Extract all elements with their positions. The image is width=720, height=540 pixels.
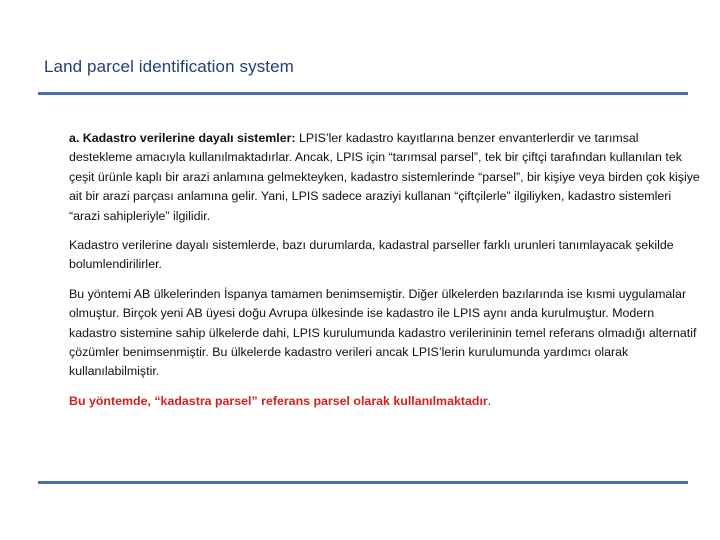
paragraph-text: LPIS’ler kadastro kayıtlarına benzer envanterlerdir ve tarımsal destekleme amacıyla kullanılmaktadırlar. Ancak, LPIS için “tarımsal parsel”, tek bir çiftçi tarafından kullanılan tek çeşit ürünle kaplı bir arazi anlamına gelmekteyken, kadastro sistemlerinde “parsel”, bir kişiye veya birden çok kişiye ait bir arazi parçası anlamına gelir. Yani, LPIS sadece araziyi kullanan “çiftçilerle” ilgiliyken, kadastro sistemleri “arazi sahipleriyle” ilgilidir. (69, 131, 700, 223)
paragraph-conclusion (69, 392, 705, 411)
slide-title: Land parcel identification system (44, 57, 294, 76)
paragraph-eu-adoption: Bu yöntemi AB ülkelerinden İspanya tamamen benimsemiştir. Diğer ülkelerden bazılarında ise kısmi uygulamalar olmuştur. Birçok yeni AB üyesi doğu Avrupa ülkesinde ise kadastro ile LPIS aynı anda kurulmuştur. Modern kadastro sistemine sahip ülkelerde dahi, LPIS kurulumunda kadastro verilerininin temel referans olmadığı alternatif çözümler benimsenmiştir. Bu ülkelerde kadastro verileri ancak LPIS’lerin kurulumunda yardımcı olarak kullanılabilmiştir. (69, 286, 697, 379)
period-text: . (487, 393, 492, 408)
bottom-divider (38, 481, 688, 484)
top-divider (38, 92, 688, 95)
paragraph-parcel-division: Kadastro verilerine dayalı sistemlerde, bazı durumlarda, kadastral parseller farklı urunleri tanımlayacak şekilde bolumlendirilirler. (69, 238, 674, 272)
paragraph-lead: a. Kadastro verilerine dayalı sistemler: (69, 131, 296, 145)
paragraph-kadastro-systems (69, 129, 705, 226)
highlight-text: Bu yöntemde, “kadastra parsel” referans parsel olarak kullanılmaktadır (69, 393, 488, 408)
slide-body (69, 129, 705, 421)
